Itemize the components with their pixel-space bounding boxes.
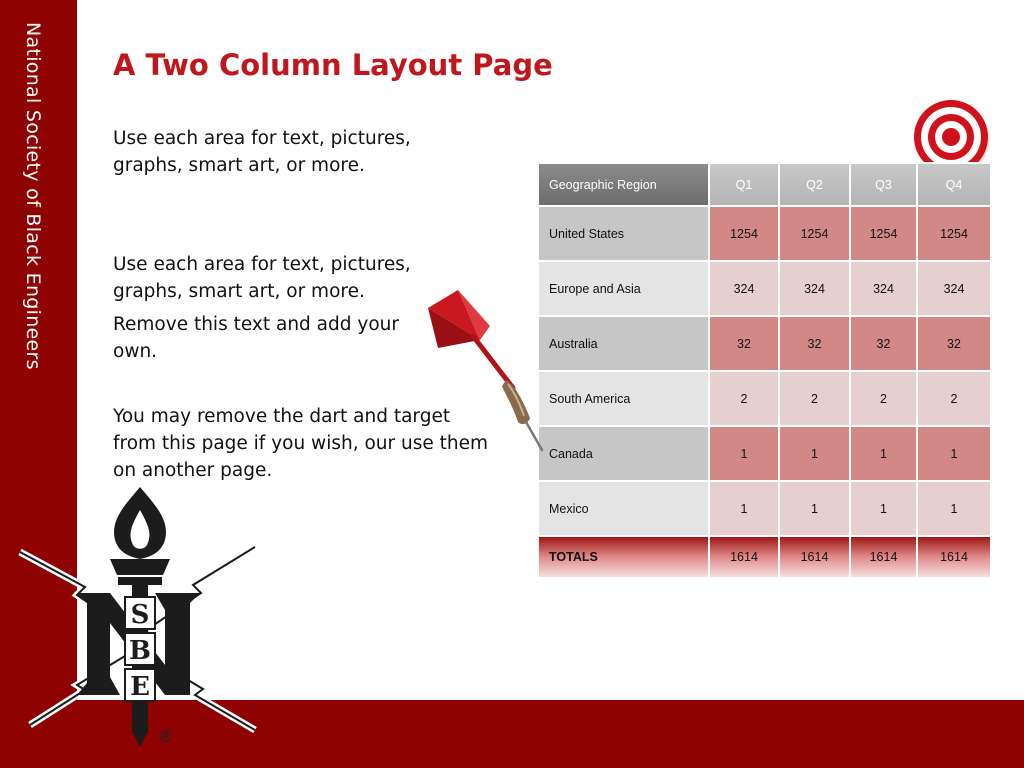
header-geographic-region: Geographic Region xyxy=(538,163,709,206)
body-paragraph: Use each area for text, pictures, graphs, smart art, or more. xyxy=(113,128,411,176)
table-row xyxy=(538,206,991,261)
value-cell: 32 xyxy=(709,316,779,371)
body-paragraph: Use each area for text, pictures, graphs, smart art, or more. xyxy=(113,254,411,302)
value-cell: 32 xyxy=(779,316,850,371)
org-name: National Society of Black Engineers xyxy=(22,22,44,370)
region-quarterly-table xyxy=(537,162,992,579)
region-cell: Australia xyxy=(538,316,709,371)
totals-label: TOTALS xyxy=(538,536,709,578)
body-paragraph: You may remove the dart and target from this page if you wish, our use them on another page. xyxy=(113,406,488,481)
value-cell: 32 xyxy=(917,316,991,371)
region-cell: Europe and Asia xyxy=(538,261,709,316)
dart-icon xyxy=(418,288,558,463)
value-cell: 324 xyxy=(709,261,779,316)
body-paragraph: Remove this text and add your own. xyxy=(113,314,399,362)
totals-row xyxy=(538,536,991,578)
page-title: A Two Column Layout Page xyxy=(113,48,553,82)
value-cell: 1 xyxy=(917,481,991,536)
value-cell: 1 xyxy=(850,426,917,481)
value-cell: 1 xyxy=(779,481,850,536)
total-cell: 1614 xyxy=(917,536,991,578)
header-q1: Q1 xyxy=(709,163,779,206)
value-cell: 1 xyxy=(917,426,991,481)
nsbe-logo xyxy=(15,485,265,750)
region-cell: South America xyxy=(538,371,709,426)
total-cell: 1614 xyxy=(850,536,917,578)
value-cell: 324 xyxy=(850,261,917,316)
value-cell: 1 xyxy=(709,426,779,481)
value-cell: 32 xyxy=(850,316,917,371)
value-cell: 1 xyxy=(709,481,779,536)
header-q2: Q2 xyxy=(779,163,850,206)
value-cell: 2 xyxy=(850,371,917,426)
total-cell: 1614 xyxy=(779,536,850,578)
table-row xyxy=(538,426,991,481)
value-cell: 324 xyxy=(917,261,991,316)
value-cell: 1254 xyxy=(850,206,917,261)
table-row xyxy=(538,481,991,536)
total-cell: 1614 xyxy=(709,536,779,578)
registered-mark: ® xyxy=(157,727,174,747)
table-row xyxy=(538,371,991,426)
value-cell: 1 xyxy=(850,481,917,536)
value-cell: 2 xyxy=(917,371,991,426)
logo-letter-s: S xyxy=(130,600,150,630)
header-q3: Q3 xyxy=(850,163,917,206)
region-cell: Canada xyxy=(538,426,709,481)
value-cell: 1254 xyxy=(917,206,991,261)
header-q4: Q4 xyxy=(917,163,991,206)
value-cell: 1254 xyxy=(779,206,850,261)
table-row xyxy=(538,316,991,371)
region-cell: United States xyxy=(538,206,709,261)
region-cell: Mexico xyxy=(538,481,709,536)
value-cell: 324 xyxy=(779,261,850,316)
table-row xyxy=(538,261,991,316)
value-cell: 1 xyxy=(779,426,850,481)
value-cell: 2 xyxy=(779,371,850,426)
value-cell: 1254 xyxy=(709,206,779,261)
logo-letter-e: E xyxy=(130,672,150,702)
logo-letter-b: B xyxy=(129,636,151,666)
value-cell: 2 xyxy=(709,371,779,426)
table-header-row xyxy=(538,163,991,206)
